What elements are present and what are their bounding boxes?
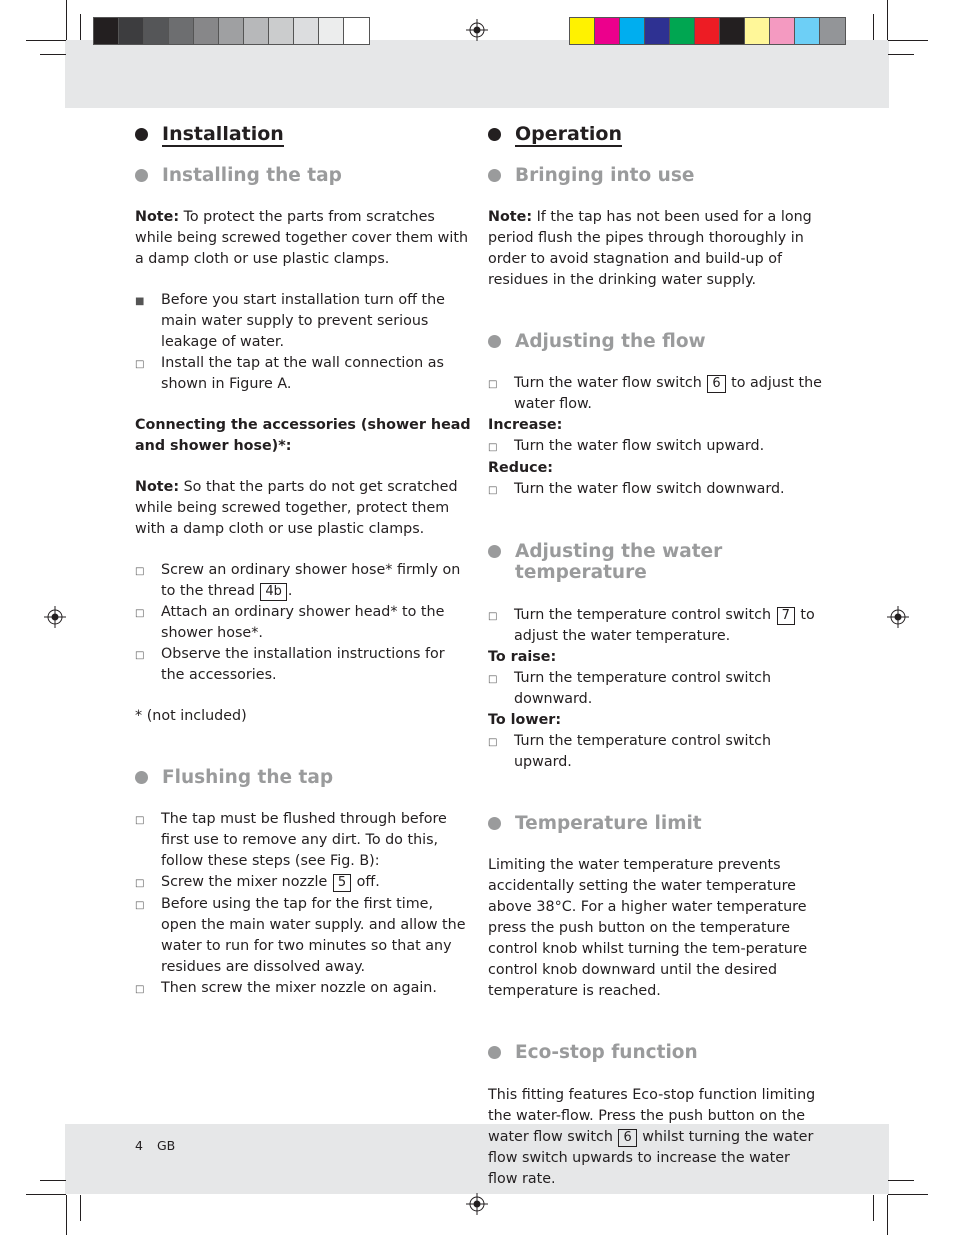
bullet-dot-icon [488, 128, 501, 141]
crop-mark [40, 1180, 66, 1181]
color-swatch [294, 18, 319, 44]
color-swatch [344, 18, 369, 44]
color-swatch [119, 18, 144, 44]
registration-mark-icon [44, 606, 66, 628]
page-number: 4 [135, 1138, 143, 1153]
color-swatch [620, 18, 645, 44]
color-swatch [94, 18, 119, 44]
temperature-limit-heading: Temperature limit [488, 813, 823, 834]
bullet-dot-icon [488, 1046, 501, 1059]
list-item: □ Turn the water flow switch upward. [488, 438, 765, 454]
crop-mark [26, 40, 66, 41]
adjusting-flow-heading: Adjusting the flow [488, 331, 823, 352]
list-item: □ Then screw the mixer nozzle on again. [135, 980, 437, 996]
list-item: □ Before using the tap for the first time, open the main water supply. and allow the water to run for two minutes so that any residues are dissolved away. [135, 896, 466, 975]
registration-mark-icon [466, 19, 488, 41]
color-swatch [670, 18, 695, 44]
page-footer [135, 1138, 175, 1153]
increase-label: Increase: [488, 417, 563, 433]
color-swatch [269, 18, 294, 44]
crop-mark [888, 1194, 928, 1195]
color-swatch [144, 18, 169, 44]
list-item: □ Screw the mixer nozzle 5 off. [135, 874, 380, 890]
color-swatch [820, 18, 845, 44]
bullet-dot-icon [488, 169, 501, 182]
bullet-dot-icon [488, 545, 501, 558]
list-item: □ The tap must be flushed through before first use to remove any dirt. To do this, follow these steps (see Fig. B): [135, 811, 447, 869]
crop-mark [888, 1180, 914, 1181]
accessories-heading: Connecting the accessories (shower head and shower hose)*: [135, 417, 471, 454]
crop-mark [888, 54, 914, 55]
list-item: □ Turn the temperature control switch upward. [488, 733, 772, 770]
bullet-dot-icon [488, 817, 501, 830]
color-swatch [745, 18, 770, 44]
raise-label: To raise: [488, 649, 557, 665]
note-paragraph: Note: To protect the parts from scratches while being screwed together cover them with a damp cloth or use plastic clamps. [135, 209, 469, 267]
crop-mark [887, 1195, 888, 1235]
list-item: □ Turn the temperature control switch downward. [488, 670, 772, 707]
list-item: □ Turn the water flow switch downward. [488, 481, 785, 497]
adjusting-temperature-heading: Adjusting the water temperature [488, 541, 823, 583]
operation-heading: Operation [488, 122, 823, 147]
footnote: * (not included) [135, 708, 247, 724]
registration-mark-icon [887, 606, 909, 628]
lower-label: To lower: [488, 712, 562, 728]
color-swatch [695, 18, 720, 44]
crop-mark [66, 1195, 67, 1235]
crop-mark [80, 1195, 81, 1221]
list-item: □ Install the tap at the wall connection as shown in Figure A. [135, 355, 444, 392]
crop-mark [66, 0, 67, 40]
color-swatch [595, 18, 620, 44]
crop-mark [26, 1194, 66, 1195]
list-item: □ Turn the water flow switch 6 to adjust the water flow. [488, 375, 822, 412]
header-band [65, 40, 889, 108]
bullet-dot-icon [488, 335, 501, 348]
flushing-heading: Flushing the tap [135, 767, 471, 788]
part-number-label: 4b [260, 583, 287, 601]
left-column [135, 118, 471, 1000]
note-paragraph: Note: So that the parts do not get scratched while being screwed together, protect them with a damp cloth or use plastic clamps. [135, 479, 458, 537]
crop-mark [887, 0, 888, 40]
bringing-into-use-heading: Bringing into use [488, 165, 823, 186]
note-paragraph: Note: If the tap has not been used for a long period flush the pipes through thoroughly in order to avoid stagnation and build-up of residues in the drinking water supply. [488, 209, 812, 288]
bullet-dot-icon [135, 771, 148, 784]
color-swatch [795, 18, 820, 44]
bullet-dot-icon [135, 128, 148, 141]
crop-mark [40, 54, 66, 55]
crop-mark [888, 40, 928, 41]
crop-mark [80, 14, 81, 40]
temperature-limit-paragraph: Limiting the water temperature prevents accidentally setting the water temperature above 38°C. For a higher water temperature press the push button on the temperature control knob whilst turning the tem-perature control knob downward until the desired temperature is reached. [488, 857, 808, 999]
bullet-dot-icon [135, 169, 148, 182]
eco-stop-heading: Eco-stop function [488, 1042, 823, 1063]
part-number-label: 7 [777, 607, 795, 625]
part-number-label: 5 [333, 874, 351, 892]
color-swatch [169, 18, 194, 44]
right-column [488, 118, 823, 1190]
list-item: ■ Before you start installation turn off the main water supply to prevent serious leakage of water. [135, 292, 445, 350]
part-number-label: 6 [707, 375, 725, 393]
color-swatch [770, 18, 795, 44]
eco-stop-paragraph: This fitting features Eco-stop function limiting the water-flow. Press the push button on the water flow switch 6 whilst turning the water flow switch upwards to increase the water flow rate. [488, 1087, 816, 1187]
language-code: GB [156, 1138, 176, 1153]
crop-mark [873, 1195, 874, 1221]
installing-tap-heading: Installing the tap [135, 165, 471, 186]
installation-heading: Installation [135, 122, 471, 147]
color-swatch [570, 18, 595, 44]
registration-mark-icon [466, 1193, 488, 1215]
color-swatch [219, 18, 244, 44]
crop-mark [873, 14, 874, 40]
list-item: □ Attach an ordinary shower head* to the shower hose*. [135, 604, 445, 641]
color-swatch [244, 18, 269, 44]
color-swatch [645, 18, 670, 44]
color-swatch [194, 18, 219, 44]
reduce-label: Reduce: [488, 460, 554, 476]
color-swatch [319, 18, 344, 44]
list-item: □ Observe the installation instructions for the accessories. [135, 646, 445, 683]
list-item: □ Turn the temperature control switch 7 to adjust the water temperature. [488, 607, 815, 644]
grayscale-color-bar [93, 17, 370, 45]
list-item: □ Screw an ordinary shower hose* firmly on to the thread 4b . [135, 562, 461, 599]
part-number-label: 6 [618, 1129, 636, 1147]
color-swatch [720, 18, 745, 44]
process-color-bar [569, 17, 846, 45]
